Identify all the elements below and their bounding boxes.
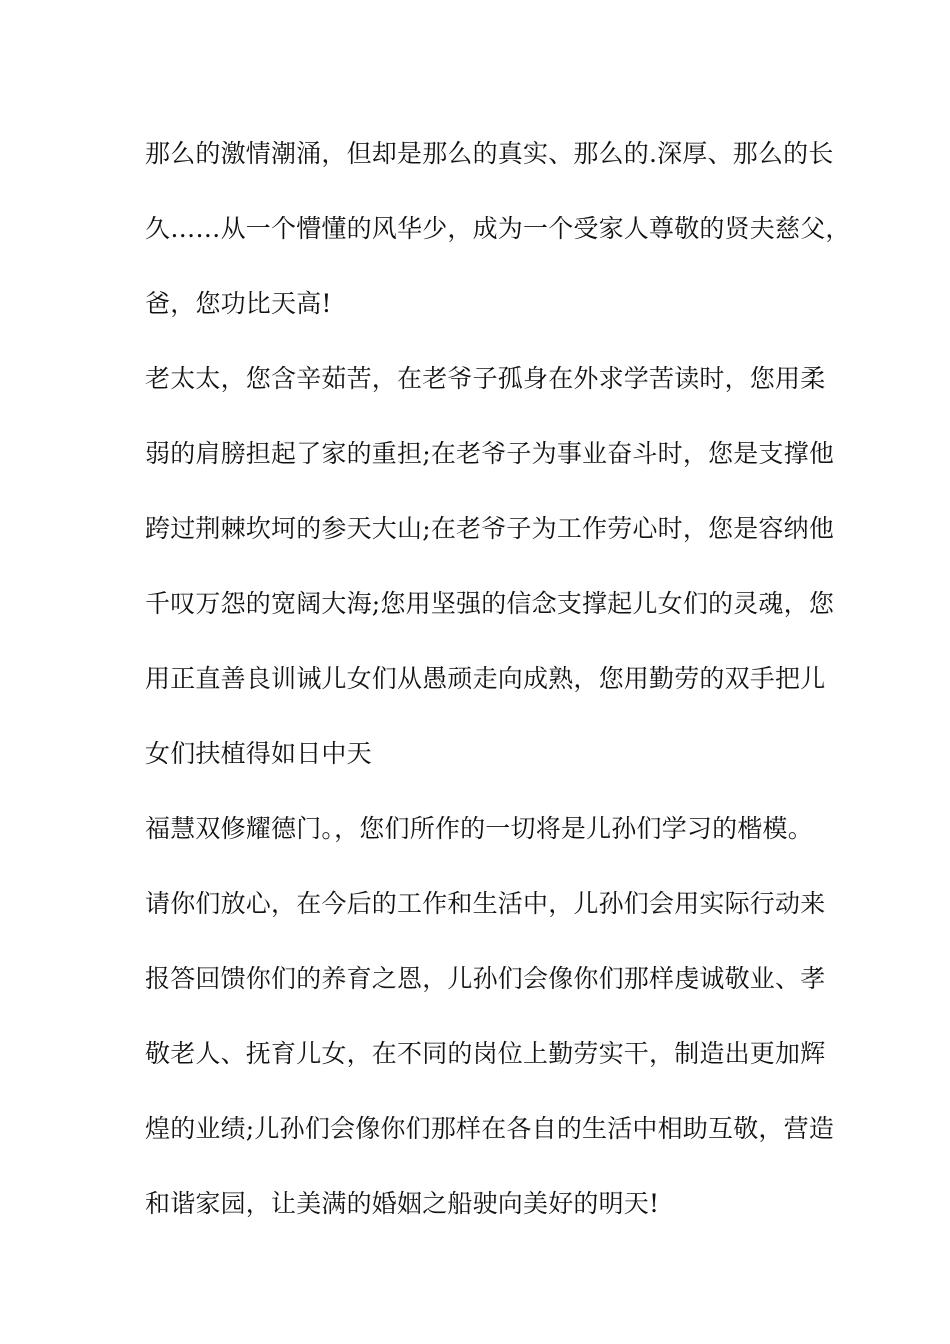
text-line-10: 福慧双修耀德门。，您们所作的一切将是儿孙们学习的楷模。: [145, 814, 813, 843]
text-line-7: 千叹万怨的宽阔大海;您用坚强的信念支撑起儿女们的灵魂，您: [145, 589, 835, 618]
text-line-5: 弱的肩膀担起了家的重担;在老爷子为事业奋斗时，您是支撑他: [145, 439, 835, 468]
text-line-1: 那么的激情潮涌，但却是那么的真实、那么的.深厚、那么的长: [145, 139, 834, 168]
text-line-15: 和谐家园，让美满的婚姻之船驶向美好的明天!: [145, 1189, 660, 1218]
text-line-6: 跨过荆棘坎坷的参天大山;在老爷子为工作劳心时，您是容纳他: [145, 514, 835, 543]
text-line-8: 用正直善良训诫儿女们从愚顽走向成熟，您用勤劳的双手把儿: [145, 664, 826, 693]
text-line-13: 敬老人、抚育儿女，在不同的岗位上勤劳实干，制造出更加辉: [145, 1039, 826, 1068]
document-text: [145, 128, 851, 1253]
text-line-3: 爸，您功比天高!: [145, 289, 332, 318]
text-line-14: 煌的业绩;儿孙们会像你们那样在各自的生活中相助互敬，营造: [145, 1114, 835, 1143]
text-line-12: 报答回馈你们的养育之恩，儿孙们会像你们那样虔诚敬业、孝: [145, 964, 826, 993]
text-line-9: 女们扶植得如日中天: [145, 739, 372, 768]
text-line-11: 请你们放心，在今后的工作和生活中，儿孙们会用实际行动来: [145, 889, 826, 918]
text-line-2: 久……从一个懵懂的风华少，成为一个受家人尊敬的贤夫慈父，: [145, 214, 851, 243]
text-line-4: 老太太，您含辛茹苦，在老爷子孤身在外求学苦读时，您用柔: [145, 364, 826, 393]
